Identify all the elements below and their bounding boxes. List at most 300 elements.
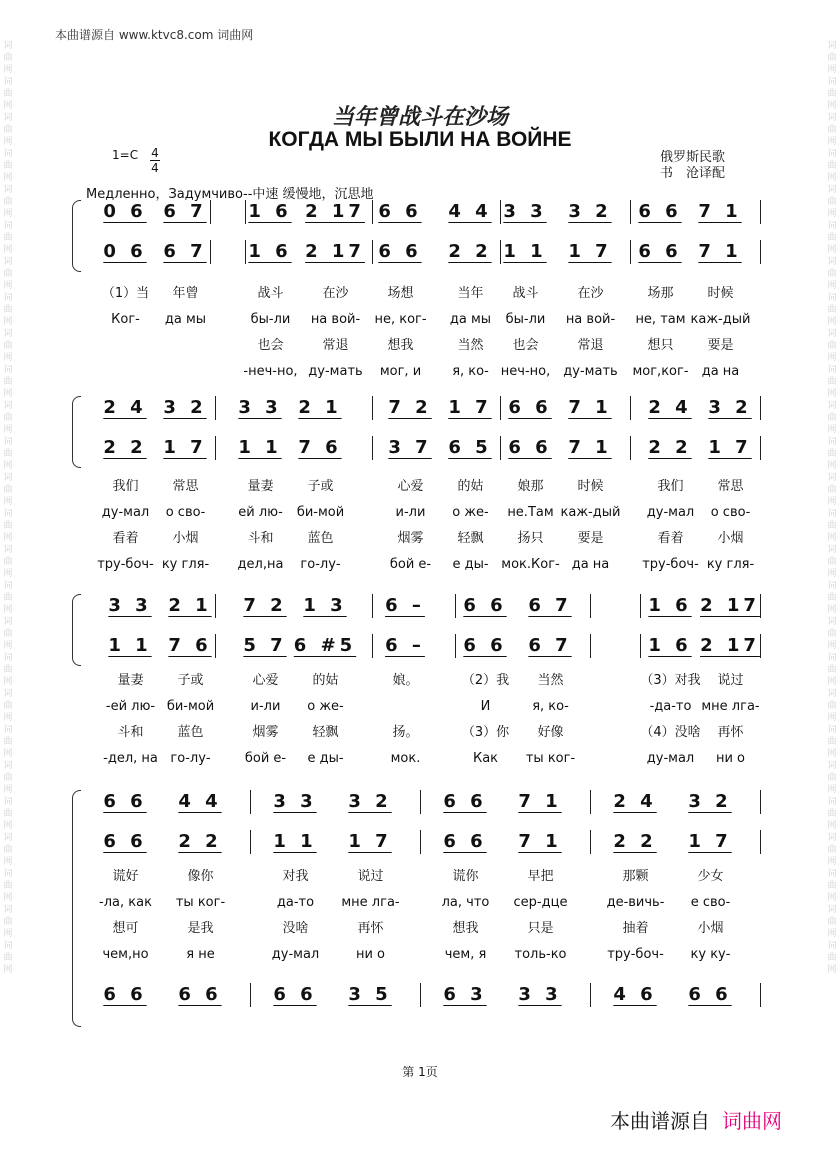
lyric-syllable: 战斗 — [257, 286, 284, 301]
barline — [420, 830, 421, 854]
note-text: 4 6 — [613, 984, 657, 1005]
lyric-syllable: 蓝色 — [177, 725, 204, 740]
note-group — [440, 396, 500, 420]
note-text: 1 1 — [108, 635, 152, 656]
note-text: 6 #5 — [293, 635, 357, 656]
lyric-syllable: тру-боч- — [642, 557, 699, 572]
note-text: 6 6 — [638, 201, 682, 222]
barline — [630, 240, 631, 264]
lyric-syllable: 娘那 — [517, 479, 544, 494]
note-text: 1 7 — [568, 241, 612, 262]
note-text: 7 1 — [698, 201, 742, 222]
lyric-syllable: 轻飘 — [457, 531, 484, 546]
note-text: 1 6 — [648, 595, 692, 616]
note-text: 1 7 — [688, 831, 732, 852]
barline — [590, 634, 591, 658]
tempo-marking: Медленно，Задумчиво--中速 缓慢地，沉思地 — [86, 187, 374, 202]
note-group — [505, 983, 575, 1007]
lyric-syllable: дел,на — [237, 557, 284, 572]
note-text: 6 6 — [688, 984, 732, 1005]
note-group — [455, 594, 515, 618]
lyric-syllable: 再怀 — [357, 921, 384, 936]
note-group — [495, 200, 555, 224]
note-text: 6 7 — [163, 201, 207, 222]
note-text: 6 6 — [103, 984, 147, 1005]
lyric-syllable: бы-ли — [250, 312, 291, 327]
lyric-syllable: -да-то — [649, 699, 692, 714]
note-text: 2 2 — [178, 831, 222, 852]
note-group — [335, 790, 405, 814]
note-text: 1 7 — [708, 437, 752, 458]
barline — [500, 200, 501, 224]
lyric-syllable: 好像 — [537, 725, 564, 740]
note-group — [160, 594, 220, 618]
barline — [210, 200, 211, 224]
lyric-syllable: 谎好 — [112, 869, 139, 884]
note-group — [305, 240, 365, 264]
lyric-syllable: и-ли — [250, 699, 281, 714]
lyric-syllable: 说过 — [717, 673, 744, 688]
note-text: 3 2 — [708, 397, 752, 418]
note-text: 1 6 — [248, 201, 292, 222]
note-group — [700, 634, 760, 658]
lyric-syllable: бой е- — [244, 751, 287, 766]
barline — [250, 790, 251, 814]
note-group — [160, 634, 220, 658]
note-group — [90, 830, 160, 854]
lyric-syllable: 少女 — [697, 869, 724, 884]
lyric-syllable: 量妻 — [247, 479, 274, 494]
note-group — [235, 594, 295, 618]
note-group — [375, 634, 435, 658]
lyric-syllable: ты ког- — [525, 751, 576, 766]
note-text: 3 2 — [348, 791, 392, 812]
lyric-line — [80, 504, 780, 522]
note-text: 6 7 — [528, 595, 572, 616]
note-text: 6 – — [385, 635, 425, 656]
note-group — [370, 200, 430, 224]
lyric-syllable: 心爱 — [252, 673, 279, 688]
lyric-syllable: 战斗 — [512, 286, 539, 301]
lyric-syllable: ку гля- — [161, 557, 210, 572]
lyric-syllable: 烟雾 — [397, 531, 424, 546]
lyric-syllable: 再怀 — [717, 725, 744, 740]
note-group — [235, 634, 295, 658]
lyric-syllable: 只是 — [527, 921, 554, 936]
note-text: 4 4 — [178, 791, 222, 812]
lyric-syllable: чем, я — [444, 947, 487, 962]
note-text: 6 6 — [103, 831, 147, 852]
note-group — [700, 594, 760, 618]
note-group — [290, 396, 350, 420]
lyric-syllable: 子或 — [177, 673, 204, 688]
lyric-syllable: ду-мал — [101, 505, 150, 520]
barline — [250, 830, 251, 854]
barline — [215, 436, 216, 460]
barline — [372, 200, 373, 224]
lyric-syllable: 小烟 — [697, 921, 724, 936]
lyric-syllable: би-мой — [296, 505, 345, 520]
barline — [372, 594, 373, 618]
lyric-syllable: 心爱 — [397, 479, 424, 494]
barline — [760, 436, 761, 460]
barline — [760, 830, 761, 854]
barline — [420, 790, 421, 814]
note-group — [440, 436, 500, 460]
barline — [372, 436, 373, 460]
lyric-syllable: да на — [571, 557, 610, 572]
lyric-syllable: ни о — [355, 947, 386, 962]
barline — [590, 790, 591, 814]
note-group — [640, 594, 700, 618]
note-text: 7 6 — [168, 635, 212, 656]
title-chinese: 当年曾战斗在沙场 — [331, 104, 508, 130]
lyric-line — [80, 946, 780, 964]
lyric-syllable: да мы — [164, 312, 207, 327]
lyric-syllable: 要是 — [707, 338, 734, 353]
watermark-left: 词曲网 词曲网 词曲网 词曲网 词曲网 词曲网 词曲网 词曲网 词曲网 词曲网 词曲网 词曲网 词曲网 词曲网 词曲网 词曲网 词曲网 词曲网 词曲网 词曲网 词曲网 词曲网 词曲网 词曲网 词曲网 词曲网 — [3, 41, 13, 975]
note-text: 5 7 — [243, 635, 287, 656]
lyric-syllable: 对我 — [282, 869, 309, 884]
lyric-syllable: тру-боч- — [607, 947, 664, 962]
lyric-syllable: ла, что — [441, 895, 490, 910]
note-text: 3 5 — [348, 984, 392, 1005]
note-group — [560, 240, 620, 264]
lyric-syllable: 那颗 — [622, 869, 649, 884]
note-text: 6 6 — [463, 595, 507, 616]
note-text: 2 2 — [648, 437, 692, 458]
note-group — [260, 830, 330, 854]
note-text: 6 6 — [443, 791, 487, 812]
note-group — [520, 634, 580, 658]
lyric-syllable: -неч-но, — [243, 364, 298, 379]
note-text: 2 2 — [103, 437, 147, 458]
note-row — [80, 790, 780, 814]
barline — [760, 240, 761, 264]
lyric-syllable: 常退 — [322, 338, 349, 353]
lyric-syllable: （2）我 — [461, 673, 510, 688]
footer-source-text: 本曲谱源自 — [610, 1109, 710, 1133]
note-text: 2 4 — [648, 397, 692, 418]
lyric-syllable: 看着 — [657, 531, 684, 546]
barline — [760, 790, 761, 814]
footer-brand: 词曲网 — [722, 1109, 782, 1133]
lyric-line — [80, 311, 780, 329]
note-text: 1 6 — [648, 635, 692, 656]
title-russian: КОГДА МЫ БЫЛИ НА ВОЙНЕ — [268, 128, 572, 151]
note-group — [675, 790, 745, 814]
note-group — [155, 436, 215, 460]
barline — [420, 983, 421, 1007]
note-text: 3 2 — [163, 397, 207, 418]
note-group — [600, 830, 670, 854]
lyric-syllable: 想可 — [112, 921, 139, 936]
note-text: 3 3 — [518, 984, 562, 1005]
note-text: 3 3 — [108, 595, 152, 616]
note-group — [335, 830, 405, 854]
lyric-syllable: -ла, как — [99, 895, 152, 910]
barline — [640, 594, 641, 618]
lyric-line — [80, 672, 780, 690]
lyric-line — [80, 530, 780, 548]
lyric-syllable: тру-боч- — [97, 557, 154, 572]
note-group — [295, 634, 355, 658]
barline — [760, 634, 761, 658]
lyric-syllable: 斗和 — [247, 531, 274, 546]
note-text: 7 1 — [568, 437, 612, 458]
lyric-syllable: ду-мал — [646, 751, 695, 766]
note-row — [80, 983, 780, 1007]
note-group — [560, 396, 620, 420]
lyric-syllable: сер-дце — [513, 895, 568, 910]
barline — [630, 396, 631, 420]
note-group — [100, 594, 160, 618]
page-number: 第 1页 — [402, 1065, 438, 1079]
note-text: 2 1 — [168, 595, 212, 616]
lyric-syllable: 场想 — [387, 286, 414, 301]
lyric-line — [80, 285, 780, 303]
note-text: 3 7 — [388, 437, 432, 458]
lyric-syllable: 要是 — [577, 531, 604, 546]
note-text: 2 17 — [305, 201, 365, 222]
barline — [215, 594, 216, 618]
note-group — [165, 790, 235, 814]
note-group — [675, 830, 745, 854]
lyric-syllable: не, там — [635, 312, 686, 327]
barline — [215, 396, 216, 420]
note-text: 6 7 — [528, 635, 572, 656]
note-text: 2 2 — [613, 831, 657, 852]
note-text: 6 6 — [378, 201, 422, 222]
lyric-syllable: 子或 — [307, 479, 334, 494]
lyric-syllable: Ког- — [111, 312, 140, 327]
note-text: 6 6 — [103, 791, 147, 812]
note-text: 3 2 — [568, 201, 612, 222]
barline — [455, 634, 456, 658]
note-text: 1 7 — [163, 437, 207, 458]
note-group — [455, 634, 515, 658]
lyric-syllable: 谎你 — [452, 869, 479, 884]
note-group — [305, 200, 365, 224]
lyric-line — [80, 698, 780, 716]
note-text: 7 1 — [518, 831, 562, 852]
lyric-syllable: 想只 — [647, 338, 674, 353]
footer-source — [610, 1105, 782, 1134]
lyric-syllable: 当年 — [457, 286, 484, 301]
lyric-syllable: 也会 — [257, 338, 284, 353]
note-group — [95, 240, 155, 264]
note-text: 2 1 — [298, 397, 342, 418]
note-group — [440, 200, 500, 224]
note-text: 7 1 — [568, 397, 612, 418]
note-group — [505, 830, 575, 854]
lyric-line — [80, 556, 780, 574]
lyric-syllable: （4）没啥 — [640, 725, 701, 740]
note-group — [90, 983, 160, 1007]
barline — [640, 634, 641, 658]
lyric-syllable: каж-дый — [690, 312, 751, 327]
barline — [590, 594, 591, 618]
barline — [245, 200, 246, 224]
note-text: 6 5 — [448, 437, 492, 458]
lyric-syllable: 看着 — [112, 531, 139, 546]
barline — [372, 240, 373, 264]
note-group — [500, 396, 560, 420]
note-text: 6 6 — [638, 241, 682, 262]
source-header: 本曲谱源自 www.ktvc8.com 词曲网 — [55, 28, 254, 42]
lyric-line — [80, 868, 780, 886]
lyric-syllable: -ей лю- — [105, 699, 156, 714]
lyric-syllable: я, ко- — [452, 364, 489, 379]
lyric-line — [80, 920, 780, 938]
barline — [630, 200, 631, 224]
note-text: 7 1 — [518, 791, 562, 812]
lyric-syllable: да на — [701, 364, 740, 379]
lyric-line — [80, 363, 780, 381]
lyric-syllable: 年曾 — [172, 286, 199, 301]
barline — [590, 830, 591, 854]
note-text: 3 3 — [273, 791, 317, 812]
lyric-syllable: ты ког- — [175, 895, 226, 910]
note-group — [260, 983, 330, 1007]
lyric-syllable: ку гля- — [706, 557, 755, 572]
lyric-syllable: 当然 — [537, 673, 564, 688]
lyric-syllable: 烟雾 — [252, 725, 279, 740]
meter-bottom: 4 — [151, 161, 159, 175]
note-group — [690, 200, 750, 224]
meter-top: 4 — [151, 146, 159, 160]
lyric-syllable: не, ког- — [374, 312, 427, 327]
lyric-syllable: мок. — [390, 751, 421, 766]
lyric-syllable: 的姑 — [457, 479, 484, 494]
note-text: 0 6 — [103, 241, 147, 262]
lyric-syllable: на вой- — [310, 312, 361, 327]
note-group — [165, 830, 235, 854]
note-text: 2 17 — [700, 595, 760, 616]
note-text: 1 7 — [348, 831, 392, 852]
barline — [372, 396, 373, 420]
lyric-syllable: 常思 — [717, 479, 744, 494]
lyric-syllable: （3）你 — [461, 725, 510, 740]
lyric-syllable: 想我 — [387, 338, 414, 353]
lyric-syllable: ду-мать — [563, 364, 618, 379]
note-group — [640, 396, 700, 420]
barline — [250, 983, 251, 1007]
note-text: 7 2 — [388, 397, 432, 418]
lyric-syllable: ду-мал — [271, 947, 320, 962]
lyric-syllable: -дел, на — [103, 751, 158, 766]
lyric-syllable: （1）当 — [101, 286, 150, 301]
lyric-syllable: 时候 — [577, 479, 604, 494]
lyric-syllable: да мы — [449, 312, 492, 327]
note-row — [80, 634, 780, 658]
lyric-syllable: 小烟 — [172, 531, 199, 546]
lyric-syllable: 像你 — [187, 869, 214, 884]
note-group — [630, 200, 690, 224]
lyric-syllable: я, ко- — [532, 699, 569, 714]
note-text: 7 6 — [298, 437, 342, 458]
note-text: 0 6 — [103, 201, 147, 222]
lyric-syllable: ку ку- — [690, 947, 731, 962]
note-row — [80, 200, 780, 224]
note-group — [240, 200, 300, 224]
barline — [760, 200, 761, 224]
note-group — [675, 983, 745, 1007]
lyric-syllable: 蓝色 — [307, 531, 334, 546]
lyric-syllable: е ды- — [452, 557, 489, 572]
note-text: 6 6 — [378, 241, 422, 262]
note-text: 2 4 — [103, 397, 147, 418]
note-group — [100, 634, 160, 658]
note-text: 6 7 — [163, 241, 207, 262]
note-text: 6 – — [385, 595, 425, 616]
lyric-syllable: ей лю- — [238, 505, 283, 520]
lyric-line — [80, 724, 780, 742]
note-group — [600, 790, 670, 814]
lyric-syllable: е сво- — [690, 895, 731, 910]
lyric-syllable: мог, и — [379, 364, 422, 379]
lyric-syllable: би-мой — [166, 699, 215, 714]
barline — [590, 983, 591, 1007]
note-group — [500, 436, 560, 460]
note-row — [80, 396, 780, 420]
barline — [245, 240, 246, 264]
note-text: 2 4 — [613, 791, 657, 812]
note-group — [165, 983, 235, 1007]
lyric-syllable: го-лу- — [300, 557, 341, 572]
note-text: 2 2 — [448, 241, 492, 262]
note-row — [80, 594, 780, 618]
note-group — [495, 240, 555, 264]
barline — [760, 396, 761, 420]
lyric-syllable: не.Там — [507, 505, 554, 520]
note-group — [430, 830, 500, 854]
note-text: 3 3 — [503, 201, 547, 222]
lyric-syllable: да-то — [276, 895, 315, 910]
note-group — [240, 240, 300, 264]
note-group — [155, 200, 215, 224]
note-text: 1 3 — [303, 595, 347, 616]
lyric-syllable: 常思 — [172, 479, 199, 494]
lyric-syllable: го-лу- — [170, 751, 211, 766]
note-group — [600, 983, 670, 1007]
lyric-syllable: 当然 — [457, 338, 484, 353]
lyric-syllable: ду-мать — [308, 364, 363, 379]
note-group — [630, 240, 690, 264]
note-text: 1 1 — [503, 241, 547, 262]
note-text: 6 6 — [463, 635, 507, 656]
lyric-syllable: 在沙 — [577, 286, 604, 301]
note-row — [80, 436, 780, 460]
lyric-syllable: на вой- — [565, 312, 616, 327]
lyric-syllable: 是我 — [187, 921, 214, 936]
lyric-syllable: 小烟 — [717, 531, 744, 546]
lyric-syllable: я не — [186, 947, 215, 962]
note-group — [430, 790, 500, 814]
lyric-syllable: 扬。 — [392, 725, 419, 740]
note-text: 6 3 — [443, 984, 487, 1005]
note-group — [370, 240, 430, 264]
lyric-syllable: 斗和 — [117, 725, 144, 740]
note-row — [80, 830, 780, 854]
lyric-line — [80, 337, 780, 355]
note-group — [640, 634, 700, 658]
lyric-syllable: 扬只 — [517, 531, 544, 546]
lyric-syllable: ду-мал — [646, 505, 695, 520]
lyric-syllable: чем,но — [102, 947, 149, 962]
lyric-syllable: неч-но, — [500, 364, 551, 379]
note-text: 4 4 — [448, 201, 492, 222]
